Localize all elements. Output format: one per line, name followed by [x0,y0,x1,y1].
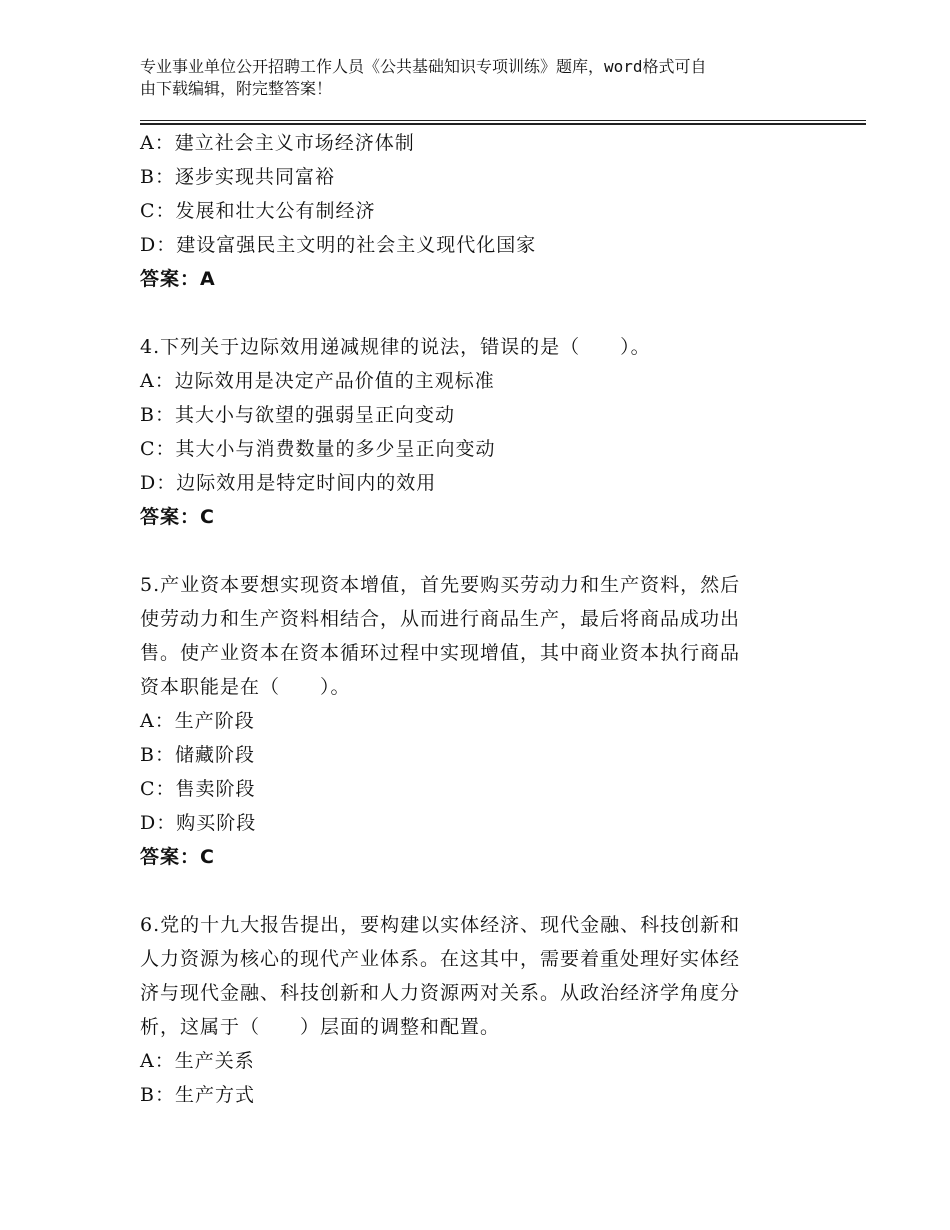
option-d: D：边际效用是特定时间内的效用 [140,472,437,494]
option-a: A：边际效用是决定产品价值的主观标准 [140,370,495,392]
header-rule-thick [140,123,866,125]
option-b: B：储藏阶段 [140,744,255,766]
question-5 [140,568,800,874]
option-c: C：发展和壮大公有制经济 [140,200,376,222]
option-b: B：逐步实现共同富裕 [140,166,335,188]
question-stem-line: 析，这属于（ ）层面的调整和配置。 [140,1016,501,1038]
spacer [140,296,800,330]
option-d: D：建设富强民主文明的社会主义现代化国家 [140,234,537,256]
spacer [140,874,800,908]
option-a: A：建立社会主义市场经济体制 [140,132,415,154]
option-b: B：生产方式 [140,1084,255,1106]
option-b: B：其大小与欲望的强弱呈正向变动 [140,404,455,426]
header-line-1: 专业事业单位公开招聘工作人员《公共基础知识专项训练》题库，word格式可自 [140,57,707,76]
document-header [140,56,820,100]
header-line-2: 由下载编辑，附完整答案！ [140,79,333,98]
question-6 [140,908,800,1112]
question-stem-line: 济与现代金融、科技创新和人力资源两对关系。从政治经济学角度分 [140,982,741,1004]
question-3 [140,126,800,296]
option-c: C：其大小与消费数量的多少呈正向变动 [140,438,496,460]
question-stem-line: 使劳动力和生产资料相结合，从而进行商品生产，最后将商品成功出 [140,608,741,630]
header-rule-thin [140,120,866,121]
question-4 [140,330,800,534]
question-content [140,126,800,1112]
option-a: A：生产阶段 [140,710,255,732]
question-stem-line: 资本职能是在（ ）。 [140,676,351,698]
answer: 答案：A [140,268,216,290]
spacer [140,534,800,568]
question-stem-line: 6.党的十九大报告提出，要构建以实体经济、现代金融、科技创新和 [140,914,741,936]
option-c: C：售卖阶段 [140,778,256,800]
answer: 答案：C [140,846,215,868]
question-stem-line: 人力资源为核心的现代产业体系。在这其中，需要着重处理好实体经 [140,948,741,970]
question-stem: 4.下列关于边际效用递减规律的说法，错误的是（ ）。 [140,336,651,358]
option-d: D：购买阶段 [140,812,257,834]
answer: 答案：C [140,506,215,528]
option-a: A：生产关系 [140,1050,255,1072]
question-stem-line: 5.产业资本要想实现资本增值，首先要购买劳动力和生产资料，然后 [140,574,741,596]
question-stem-line: 售。使产业资本在资本循环过程中实现增值，其中商业资本执行商品 [140,642,741,664]
